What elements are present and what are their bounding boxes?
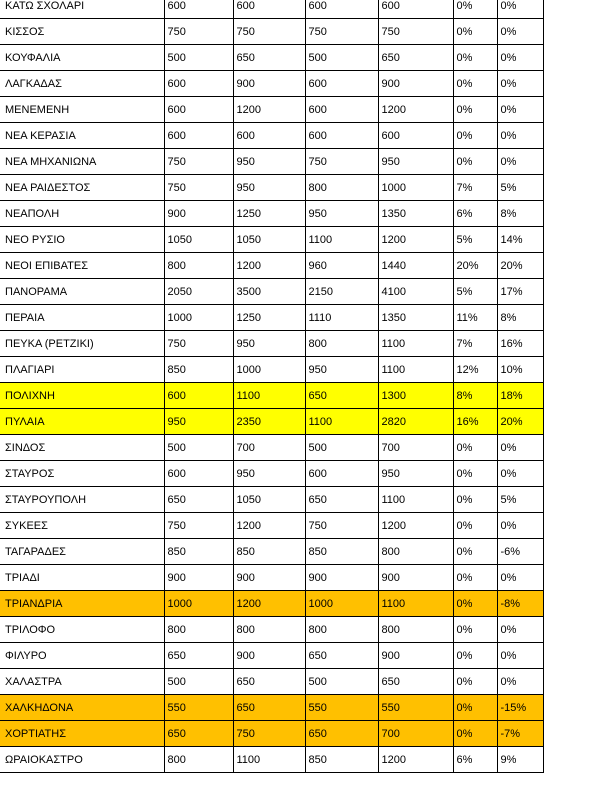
value-cell-4[interactable]: 700 <box>378 435 453 461</box>
value-cell-1[interactable]: 900 <box>164 201 233 227</box>
value-cell-3[interactable]: 750 <box>305 513 378 539</box>
area-name-cell[interactable]: ΠΥΛΑΙΑ <box>0 409 164 435</box>
value-cell-3[interactable]: 960 <box>305 253 378 279</box>
table-row <box>0 0 543 19</box>
value-cell-2[interactable]: 950 <box>233 461 305 487</box>
table-row <box>0 383 543 409</box>
value-cell-3[interactable]: 1000 <box>305 591 378 617</box>
value-cell-1[interactable]: 650 <box>164 487 233 513</box>
table-row <box>0 513 543 539</box>
value-cell-3[interactable]: 650 <box>305 487 378 513</box>
value-cell-4[interactable]: 600 <box>378 123 453 149</box>
value-cell-2[interactable]: 650 <box>233 669 305 695</box>
value-cell-4[interactable]: 1440 <box>378 253 453 279</box>
table-row <box>0 279 543 305</box>
value-cell-3[interactable]: 600 <box>305 461 378 487</box>
value-cell-3[interactable]: 1110 <box>305 305 378 331</box>
table-row <box>0 461 543 487</box>
percent-change-cell-1[interactable]: 0% <box>453 149 497 175</box>
value-cell-3[interactable]: 750 <box>305 149 378 175</box>
value-cell-3[interactable]: 650 <box>305 643 378 669</box>
value-cell-4[interactable]: 750 <box>378 19 453 45</box>
percent-change-cell-2[interactable]: -6% <box>497 539 543 565</box>
value-cell-2[interactable]: 900 <box>233 565 305 591</box>
value-cell-2[interactable]: 1100 <box>233 747 305 773</box>
value-cell-4[interactable]: 2820 <box>378 409 453 435</box>
value-cell-4[interactable]: 550 <box>378 695 453 721</box>
value-cell-1[interactable]: 950 <box>164 409 233 435</box>
percent-change-cell-2[interactable]: 0% <box>497 435 543 461</box>
percent-change-cell-2[interactable]: 20% <box>497 409 543 435</box>
value-cell-2[interactable]: 1000 <box>233 357 305 383</box>
value-cell-4[interactable]: 900 <box>378 565 453 591</box>
value-cell-3[interactable]: 750 <box>305 19 378 45</box>
table-row <box>0 721 543 747</box>
value-cell-2[interactable]: 650 <box>233 45 305 71</box>
value-cell-2[interactable]: 1200 <box>233 513 305 539</box>
area-name-cell[interactable]: ΝΕΑ ΡΑΙΔΕΣΤΟΣ <box>0 175 164 201</box>
percent-change-cell-2[interactable]: 0% <box>497 19 543 45</box>
value-cell-4[interactable]: 1300 <box>378 383 453 409</box>
percent-change-cell-1[interactable]: 0% <box>453 123 497 149</box>
value-cell-4[interactable]: 650 <box>378 669 453 695</box>
value-cell-4[interactable]: 1200 <box>378 227 453 253</box>
area-name-cell[interactable]: ΠΑΝΟΡΑΜΑ <box>0 279 164 305</box>
table-row <box>0 747 543 773</box>
table-row <box>0 201 543 227</box>
area-name-cell[interactable]: ΧΑΛΚΗΔΟΝΑ <box>0 695 164 721</box>
percent-change-cell-2[interactable]: 0% <box>497 617 543 643</box>
value-cell-1[interactable]: 1000 <box>164 305 233 331</box>
value-cell-4[interactable]: 1200 <box>378 513 453 539</box>
value-cell-1[interactable]: 550 <box>164 695 233 721</box>
value-cell-2[interactable]: 950 <box>233 175 305 201</box>
table-row <box>0 175 543 201</box>
value-cell-1[interactable]: 800 <box>164 253 233 279</box>
value-cell-1[interactable]: 750 <box>164 331 233 357</box>
value-cell-2[interactable]: 850 <box>233 539 305 565</box>
percent-change-cell-2[interactable]: 14% <box>497 227 543 253</box>
value-cell-3[interactable]: 800 <box>305 331 378 357</box>
percent-change-cell-1[interactable]: 0% <box>453 435 497 461</box>
value-cell-2[interactable]: 1050 <box>233 227 305 253</box>
percent-change-cell-2[interactable]: 0% <box>497 643 543 669</box>
value-cell-3[interactable]: 2150 <box>305 279 378 305</box>
table-row <box>0 565 543 591</box>
percent-change-cell-2[interactable]: 0% <box>497 461 543 487</box>
percent-change-cell-1[interactable]: 0% <box>453 617 497 643</box>
percent-change-cell-1[interactable]: 0% <box>453 0 497 19</box>
value-cell-4[interactable]: 800 <box>378 617 453 643</box>
area-name-cell[interactable]: ΣΤΑΥΡΟΥΠΟΛΗ <box>0 487 164 513</box>
value-cell-2[interactable]: 1250 <box>233 305 305 331</box>
value-cell-2[interactable]: 1200 <box>233 253 305 279</box>
value-cell-1[interactable]: 600 <box>164 97 233 123</box>
value-cell-3[interactable]: 600 <box>305 123 378 149</box>
area-name-cell[interactable]: ΠΕΥΚΑ (ΡΕΤΖΙΚΙ) <box>0 331 164 357</box>
value-cell-1[interactable]: 800 <box>164 617 233 643</box>
value-cell-2[interactable]: 950 <box>233 331 305 357</box>
area-name-cell[interactable]: ΚΙΣΣΟΣ <box>0 19 164 45</box>
table-row <box>0 149 543 175</box>
value-cell-2[interactable]: 1050 <box>233 487 305 513</box>
value-cell-1[interactable]: 850 <box>164 357 233 383</box>
table-row <box>0 695 543 721</box>
table-row <box>0 643 543 669</box>
value-cell-3[interactable]: 650 <box>305 721 378 747</box>
percent-change-cell-1[interactable]: 5% <box>453 227 497 253</box>
value-cell-2[interactable]: 950 <box>233 149 305 175</box>
value-cell-4[interactable]: 700 <box>378 721 453 747</box>
percent-change-cell-2[interactable]: 0% <box>497 513 543 539</box>
area-name-cell[interactable]: ΛΑΓΚΑΔΑΣ <box>0 71 164 97</box>
percent-change-cell-2[interactable]: 10% <box>497 357 543 383</box>
value-cell-2[interactable]: 3500 <box>233 279 305 305</box>
value-cell-3[interactable]: 500 <box>305 45 378 71</box>
table-row <box>0 227 543 253</box>
percent-change-cell-2[interactable]: 0% <box>497 669 543 695</box>
percent-change-cell-1[interactable]: 0% <box>453 721 497 747</box>
value-cell-4[interactable]: 1100 <box>378 487 453 513</box>
value-cell-3[interactable]: 600 <box>305 0 378 19</box>
value-cell-1[interactable]: 750 <box>164 513 233 539</box>
area-name-cell[interactable]: ΠΕΡΑΙΑ <box>0 305 164 331</box>
table-row <box>0 253 543 279</box>
value-cell-1[interactable]: 500 <box>164 45 233 71</box>
percent-change-cell-1[interactable]: 0% <box>453 97 497 123</box>
value-cell-2[interactable]: 2350 <box>233 409 305 435</box>
value-cell-4[interactable]: 1000 <box>378 175 453 201</box>
value-cell-1[interactable]: 600 <box>164 123 233 149</box>
value-cell-2[interactable]: 1200 <box>233 97 305 123</box>
percent-change-cell-1[interactable]: 6% <box>453 747 497 773</box>
value-cell-2[interactable]: 700 <box>233 435 305 461</box>
value-cell-1[interactable]: 900 <box>164 565 233 591</box>
value-cell-4[interactable]: 1200 <box>378 747 453 773</box>
value-cell-4[interactable]: 1350 <box>378 201 453 227</box>
percent-change-cell-1[interactable]: 12% <box>453 357 497 383</box>
value-cell-4[interactable]: 1350 <box>378 305 453 331</box>
percent-change-cell-2[interactable]: 16% <box>497 331 543 357</box>
value-cell-4[interactable]: 600 <box>378 0 453 19</box>
table-row <box>0 19 543 45</box>
value-cell-3[interactable]: 1100 <box>305 409 378 435</box>
value-cell-1[interactable]: 500 <box>164 669 233 695</box>
area-name-cell[interactable]: ΝΕΟ ΡΥΣΙΟ <box>0 227 164 253</box>
value-cell-1[interactable]: 750 <box>164 149 233 175</box>
table-row <box>0 123 543 149</box>
area-name-cell[interactable]: ΠΟΛΙΧΝΗ <box>0 383 164 409</box>
percent-change-cell-1[interactable]: 0% <box>453 19 497 45</box>
percent-change-cell-1[interactable]: 0% <box>453 643 497 669</box>
percent-change-cell-1[interactable]: 0% <box>453 71 497 97</box>
area-name-cell[interactable]: ΧΟΡΤΙΑΤΗΣ <box>0 721 164 747</box>
table-row <box>0 669 543 695</box>
value-cell-2[interactable]: 750 <box>233 721 305 747</box>
percent-change-cell-1[interactable]: 0% <box>453 45 497 71</box>
value-cell-4[interactable]: 900 <box>378 643 453 669</box>
percent-change-cell-2[interactable]: -15% <box>497 695 543 721</box>
percent-change-cell-2[interactable]: 0% <box>497 0 543 19</box>
value-cell-1[interactable]: 750 <box>164 19 233 45</box>
table-row <box>0 409 543 435</box>
value-cell-3[interactable]: 850 <box>305 539 378 565</box>
percent-change-cell-2[interactable]: 9% <box>497 747 543 773</box>
value-cell-4[interactable]: 1200 <box>378 97 453 123</box>
percent-change-cell-2[interactable]: 8% <box>497 201 543 227</box>
percent-change-cell-1[interactable]: 0% <box>453 591 497 617</box>
percent-change-cell-1[interactable]: 0% <box>453 669 497 695</box>
value-cell-2[interactable]: 750 <box>233 19 305 45</box>
table-row <box>0 435 543 461</box>
area-name-cell[interactable]: ΜΕΝΕΜΕΝΗ <box>0 97 164 123</box>
percent-change-cell-2[interactable]: 8% <box>497 305 543 331</box>
table-row <box>0 539 543 565</box>
value-cell-3[interactable]: 550 <box>305 695 378 721</box>
percent-change-cell-2[interactable]: 18% <box>497 383 543 409</box>
value-cell-1[interactable]: 500 <box>164 435 233 461</box>
area-name-cell[interactable]: ΧΑΛΑΣΤΡΑ <box>0 669 164 695</box>
value-cell-2[interactable]: 600 <box>233 0 305 19</box>
percent-change-cell-2[interactable]: 5% <box>497 487 543 513</box>
percent-change-cell-2[interactable]: -8% <box>497 591 543 617</box>
percent-change-cell-1[interactable]: 0% <box>453 539 497 565</box>
percent-change-cell-1[interactable]: 5% <box>453 279 497 305</box>
value-cell-2[interactable]: 800 <box>233 617 305 643</box>
value-cell-1[interactable]: 850 <box>164 539 233 565</box>
percent-change-cell-1[interactable]: 0% <box>453 461 497 487</box>
value-cell-4[interactable]: 950 <box>378 149 453 175</box>
value-cell-1[interactable]: 2050 <box>164 279 233 305</box>
value-cell-1[interactable]: 600 <box>164 0 233 19</box>
area-name-cell[interactable]: ΚΑΤΩ ΣΧΟΛΑΡΙ <box>0 0 164 19</box>
value-cell-2[interactable]: 900 <box>233 71 305 97</box>
percent-change-cell-2[interactable]: 0% <box>497 565 543 591</box>
table-row <box>0 331 543 357</box>
percent-change-cell-1[interactable]: 16% <box>453 409 497 435</box>
value-cell-4[interactable]: 1100 <box>378 331 453 357</box>
area-name-cell[interactable]: ΩΡΑΙΟΚΑΣΤΡΟ <box>0 747 164 773</box>
percent-change-cell-2[interactable]: 5% <box>497 175 543 201</box>
percent-change-cell-2[interactable]: -7% <box>497 721 543 747</box>
value-cell-3[interactable]: 850 <box>305 747 378 773</box>
value-cell-3[interactable]: 900 <box>305 565 378 591</box>
table-row <box>0 71 543 97</box>
value-cell-2[interactable]: 900 <box>233 643 305 669</box>
percent-change-cell-2[interactable]: 0% <box>497 123 543 149</box>
value-cell-4[interactable]: 950 <box>378 461 453 487</box>
area-name-cell[interactable]: ΝΕΑΠΟΛΗ <box>0 201 164 227</box>
value-cell-1[interactable]: 650 <box>164 721 233 747</box>
percent-change-cell-1[interactable]: 20% <box>453 253 497 279</box>
value-cell-4[interactable]: 1100 <box>378 591 453 617</box>
table-row <box>0 487 543 513</box>
percent-change-cell-2[interactable]: 0% <box>497 97 543 123</box>
value-cell-3[interactable]: 500 <box>305 435 378 461</box>
value-cell-3[interactable]: 500 <box>305 669 378 695</box>
value-cell-1[interactable]: 600 <box>164 461 233 487</box>
area-name-cell[interactable]: ΚΟΥΦΑΛΙΑ <box>0 45 164 71</box>
percent-change-cell-2[interactable]: 20% <box>497 253 543 279</box>
value-cell-2[interactable]: 1100 <box>233 383 305 409</box>
area-name-cell[interactable]: ΠΛΑΓΙΑΡΙ <box>0 357 164 383</box>
percent-change-cell-1[interactable]: 7% <box>453 331 497 357</box>
percent-change-cell-2[interactable]: 17% <box>497 279 543 305</box>
percent-change-cell-1[interactable]: 0% <box>453 695 497 721</box>
area-name-cell[interactable]: ΣΙΝΔΟΣ <box>0 435 164 461</box>
value-cell-3[interactable]: 800 <box>305 175 378 201</box>
area-name-cell[interactable]: ΤΡΙΑΔΙ <box>0 565 164 591</box>
percent-change-cell-1[interactable]: 0% <box>453 565 497 591</box>
percent-change-cell-2[interactable]: 0% <box>497 149 543 175</box>
percent-change-cell-1[interactable]: 7% <box>453 175 497 201</box>
value-cell-4[interactable]: 800 <box>378 539 453 565</box>
area-name-cell[interactable]: ΤΑΓΑΡΑΔΕΣ <box>0 539 164 565</box>
percent-change-cell-2[interactable]: 0% <box>497 71 543 97</box>
percent-change-cell-1[interactable]: 0% <box>453 513 497 539</box>
value-cell-2[interactable]: 600 <box>233 123 305 149</box>
percent-change-cell-2[interactable]: 0% <box>497 45 543 71</box>
value-cell-1[interactable]: 1050 <box>164 227 233 253</box>
value-cell-2[interactable]: 1200 <box>233 591 305 617</box>
percent-change-cell-1[interactable]: 8% <box>453 383 497 409</box>
value-cell-3[interactable]: 600 <box>305 97 378 123</box>
area-name-cell[interactable]: ΣΥΚΕΕΣ <box>0 513 164 539</box>
percent-change-cell-1[interactable]: 0% <box>453 487 497 513</box>
value-cell-4[interactable]: 650 <box>378 45 453 71</box>
value-cell-3[interactable]: 1100 <box>305 227 378 253</box>
area-name-cell[interactable]: ΝΕΑ ΜΗΧΑΝΙΩΝΑ <box>0 149 164 175</box>
value-cell-3[interactable]: 800 <box>305 617 378 643</box>
percent-change-cell-1[interactable]: 6% <box>453 201 497 227</box>
area-name-cell[interactable]: ΤΡΙΑΝΔΡΙΑ <box>0 591 164 617</box>
table-row <box>0 305 543 331</box>
value-cell-3[interactable]: 950 <box>305 201 378 227</box>
area-name-cell[interactable]: ΣΤΑΥΡΟΣ <box>0 461 164 487</box>
value-cell-4[interactable]: 1100 <box>378 357 453 383</box>
value-cell-2[interactable]: 1250 <box>233 201 305 227</box>
value-cell-3[interactable]: 950 <box>305 357 378 383</box>
area-name-cell[interactable]: ΤΡΙΛΟΦΟ <box>0 617 164 643</box>
percent-change-cell-1[interactable]: 11% <box>453 305 497 331</box>
value-cell-4[interactable]: 4100 <box>378 279 453 305</box>
value-cell-3[interactable]: 600 <box>305 71 378 97</box>
value-cell-3[interactable]: 650 <box>305 383 378 409</box>
value-cell-4[interactable]: 900 <box>378 71 453 97</box>
table-row <box>0 97 543 123</box>
table-row <box>0 617 543 643</box>
value-cell-1[interactable]: 650 <box>164 643 233 669</box>
value-cell-1[interactable]: 750 <box>164 175 233 201</box>
value-cell-1[interactable]: 600 <box>164 383 233 409</box>
area-name-cell[interactable]: ΝΕΟΙ ΕΠΙΒΑΤΕΣ <box>0 253 164 279</box>
area-name-cell[interactable]: ΝΕΑ ΚΕΡΑΣΙΑ <box>0 123 164 149</box>
value-cell-1[interactable]: 1000 <box>164 591 233 617</box>
value-cell-1[interactable]: 600 <box>164 71 233 97</box>
area-name-cell[interactable]: ΦΙΛΥΡΟ <box>0 643 164 669</box>
value-cell-1[interactable]: 800 <box>164 747 233 773</box>
value-cell-2[interactable]: 650 <box>233 695 305 721</box>
table-row <box>0 591 543 617</box>
table-row <box>0 45 543 71</box>
table-row <box>0 357 543 383</box>
